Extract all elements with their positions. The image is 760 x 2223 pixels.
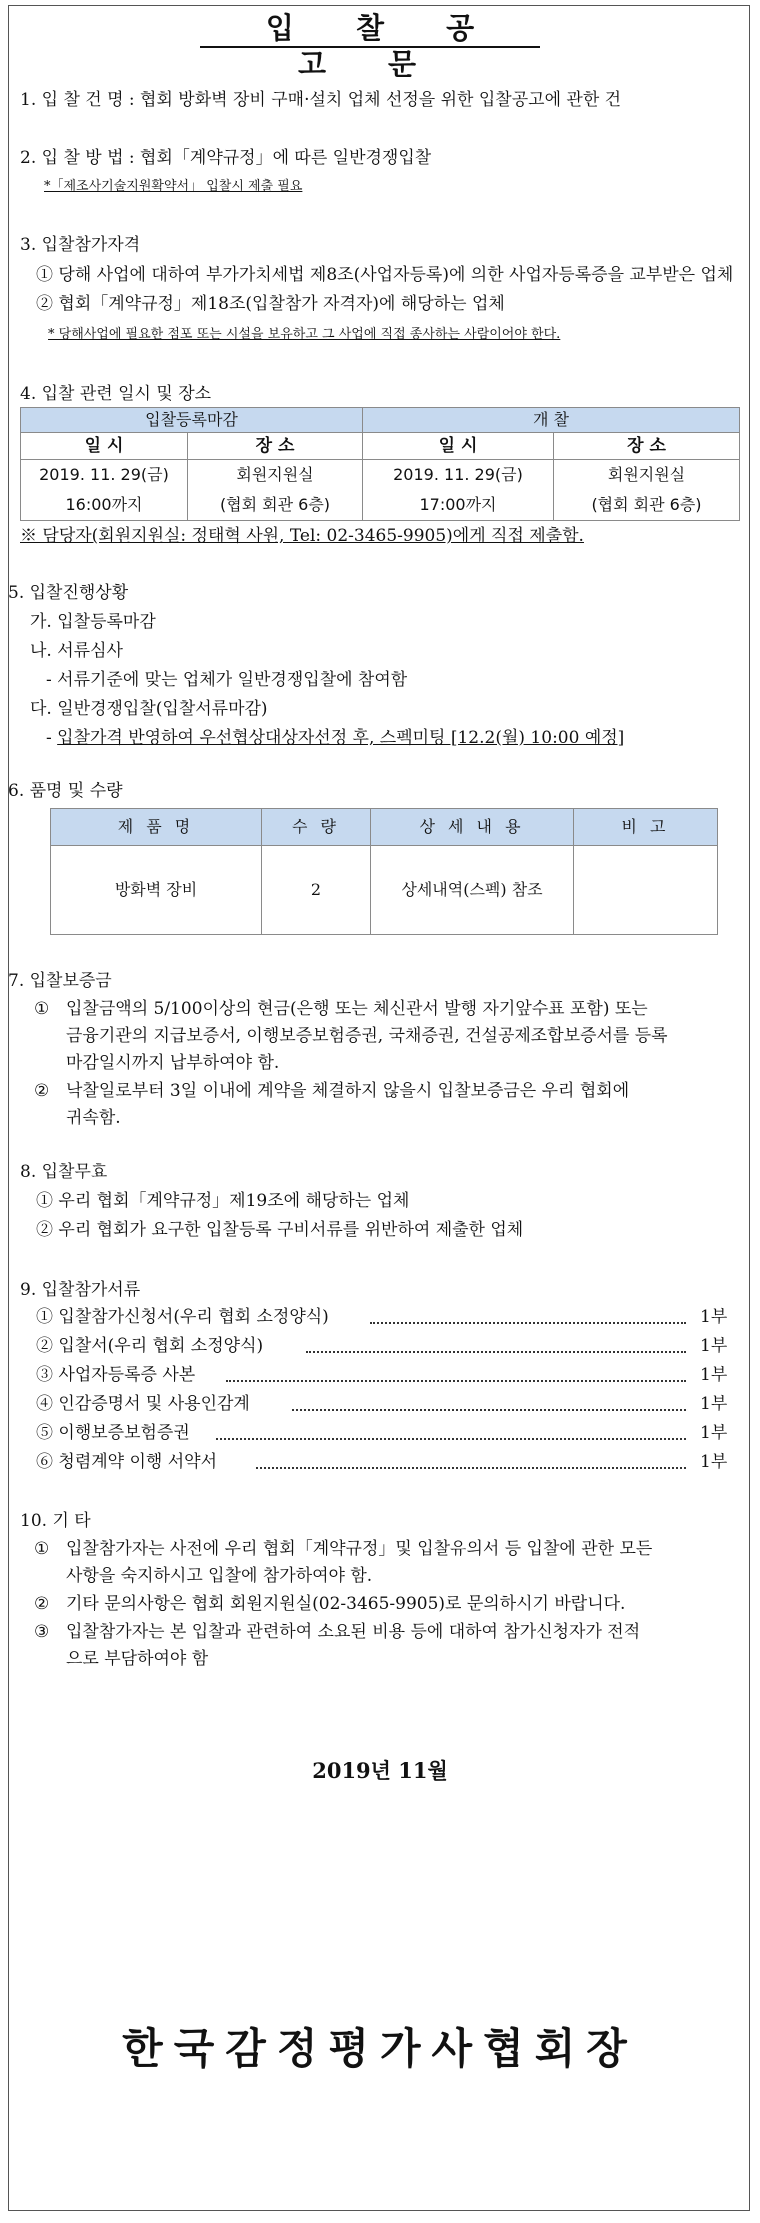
open-datetime-cell (363, 460, 554, 521)
section-10-item-1-line-2: 사항을 숙지하시고 입찰에 참가하여야 함. (66, 1566, 373, 1586)
leader-dots (226, 1380, 686, 1382)
section-5-item-c1 (46, 730, 624, 747)
doc-item-5-label: ⑤ 이행보증보험증권 (36, 1423, 190, 1443)
doc-item-2-label: ② 입찰서(우리 협회 소정양식) (36, 1336, 264, 1356)
section-10-item-2-num: ② (34, 1594, 50, 1614)
doc-item-1-label: ① 입찰참가신청서(우리 협회 소정양식) (36, 1307, 329, 1327)
col-remark: 비 고 (574, 809, 718, 846)
header-reg-place: 장 소 (188, 433, 363, 460)
section-7-item-1-line-3: 마감일시까지 납부하여야 함. (66, 1053, 280, 1073)
reg-time: 16:00까지 (65, 495, 143, 514)
section-2-title: 2. 입 찰 방 법 : 협회「계약규정」에 따른 일반경쟁입찰 (20, 148, 432, 168)
leader-dots (370, 1322, 686, 1324)
section-5-item-c: 다. 일반경쟁입찰(입찰서류마감) (30, 699, 268, 719)
leader-dots (216, 1438, 686, 1440)
cell-product: 방화벽 장비 (51, 846, 262, 935)
section-4-note: ※ 담당자(회원지원실: 정태혁 사원, Tel: 02-3465-9905)에게 직접 제출함. (20, 526, 584, 546)
reg-date: 2019. 11. 29(금) (39, 465, 169, 484)
section-7-item-1-line-1: 입찰금액의 5/100이상의 현금(은행 또는 체신관서 발행 자기앞수표 포함) 또는 (66, 999, 648, 1019)
section-7-item-2-num: ② (34, 1081, 50, 1101)
header-open-place: 장 소 (554, 433, 740, 460)
section-3-title: 3. 입찰참가자격 (20, 235, 141, 255)
cell-detail: 상세내역(스펙) 참조 (371, 846, 574, 935)
leader-dots (292, 1409, 686, 1411)
col-product: 제 품 명 (51, 809, 262, 846)
product-table (50, 808, 718, 935)
doc-item-4-label: ④ 인감증명서 및 사용인감계 (36, 1394, 250, 1414)
open-place-detail: (협회 회관 6층) (591, 495, 702, 514)
section-5-item-b: 나. 서류심사 (30, 641, 123, 661)
section-5-item-a: 가. 입찰등록마감 (30, 612, 156, 632)
doc-item-3-qty: 1부 (700, 1365, 728, 1385)
section-8-item-1: ① 우리 협회「계약규정」제19조에 해당하는 업체 (36, 1191, 410, 1211)
col-qty: 수 량 (262, 809, 371, 846)
col-detail: 상 세 내 용 (371, 809, 574, 846)
doc-item-1-qty: 1부 (700, 1307, 728, 1327)
header-reg-date: 일 시 (21, 433, 188, 460)
section-5-item-b1: - 서류기준에 맞는 업체가 일반경쟁입찰에 참여함 (46, 670, 408, 690)
doc-item-2-qty: 1부 (700, 1336, 728, 1356)
section-10-item-3-num: ③ (34, 1622, 50, 1642)
header-open-date: 일 시 (363, 433, 554, 460)
section-3-item-1: ① 당해 사업에 대하여 부가가치세법 제8조(사업자등록)에 의한 사업자등록증을 교부받은 업체 (36, 265, 734, 285)
section-4-title: 4. 입찰 관련 일시 및 장소 (20, 384, 212, 404)
doc-item-3-label: ③ 사업자등록증 사본 (36, 1365, 196, 1385)
section-10-title: 10. 기 타 (20, 1511, 91, 1531)
section-1-title: 1. 입 찰 건 명 : 협회 방화벽 장비 구매·설치 업체 선정을 위한 입찰공고에 관한 건 (20, 90, 622, 110)
header-opening: 개 찰 (363, 408, 740, 433)
section-10-item-3-line-1: 입찰참가자는 본 입찰과 관련하여 소요된 비용 등에 대하여 참가신청자가 전적 (66, 1622, 641, 1642)
schedule-table (20, 407, 740, 521)
announcement-date: 2019년 11월 (312, 1758, 448, 1783)
section-10-item-1-line-1: 입찰참가자는 사전에 우리 협회「계약규정」및 입찰유의서 등 입찰에 관한 모든 (66, 1539, 653, 1559)
open-place-cell (554, 460, 740, 521)
doc-item-6-qty: 1부 (700, 1452, 728, 1472)
dash-bullet: - (46, 728, 52, 748)
section-3-note: * 당해사업에 필요한 점포 또는 시설을 보유하고 그 사업에 직접 종사하는 사람이어야 한다. (48, 327, 561, 342)
reg-place: 회원지원실 (236, 465, 314, 484)
section-6-title: 6. 품명 및 수량 (8, 781, 123, 801)
page-title (200, 10, 540, 81)
open-date: 2019. 11. 29(금) (393, 465, 523, 484)
leader-dots (256, 1467, 686, 1469)
doc-item-5-qty: 1부 (700, 1423, 728, 1443)
reg-place-cell (188, 460, 363, 521)
section-3-item-2: ② 협회「계약규정」제18조(입찰참가 자격자)에 해당하는 업체 (36, 294, 505, 314)
open-time: 17:00까지 (419, 495, 497, 514)
section-8-item-2: ② 우리 협회가 요구한 입찰등록 구비서류를 위반하여 제출한 업체 (36, 1220, 524, 1240)
issuer-name: 한국감정평가사협회장 (122, 2024, 638, 2073)
page-title-text: 입 찰 공 고 문 (265, 11, 501, 81)
section-7-item-1-num: ① (34, 999, 50, 1019)
leader-dots (306, 1351, 686, 1353)
doc-item-4-qty: 1부 (700, 1394, 728, 1414)
section-9-title: 9. 입찰참가서류 (20, 1280, 141, 1300)
section-10-item-1-num: ① (34, 1539, 50, 1559)
section-7-item-2-line-2: 귀속함. (66, 1108, 121, 1128)
header-registration: 입찰등록마감 (21, 408, 363, 433)
section-8-title: 8. 입찰무효 (20, 1162, 108, 1182)
section-7-title: 7. 입찰보증금 (8, 971, 112, 991)
section-7-item-1-line-2: 금융기관의 지급보증서, 이행보증보험증권, 국채증권, 건설공제조합보증서를 등록 (66, 1026, 668, 1046)
cell-qty: 2 (262, 846, 371, 935)
section-5-title: 5. 입찰진행상황 (8, 583, 129, 603)
reg-place-detail: (협회 회관 6층) (219, 495, 331, 514)
open-place: 회원지원실 (607, 465, 686, 484)
section-10-item-3-line-2: 으로 부담하여야 함 (66, 1649, 209, 1669)
section-2-note: *「제조사기술지원확약서」 입찰시 제출 필요 (44, 179, 303, 194)
cell-remark (574, 846, 718, 935)
section-5-item-c1-text: 입찰가격 반영하여 우선협상대상자선정 후, 스펙미팅 [12.2(월) 10:00 예정] (57, 728, 625, 748)
reg-datetime-cell (21, 460, 188, 521)
section-7-item-2-line-1: 낙찰일로부터 3일 이내에 계약을 체결하지 않을시 입찰보증금은 우리 협회에 (66, 1081, 630, 1101)
doc-item-6-label: ⑥ 청렴계약 이행 서약서 (36, 1452, 218, 1472)
section-10-item-2-line-1: 기타 문의사항은 협회 회원지원실(02-3465-9905)로 문의하시기 바랍니다. (66, 1594, 626, 1614)
